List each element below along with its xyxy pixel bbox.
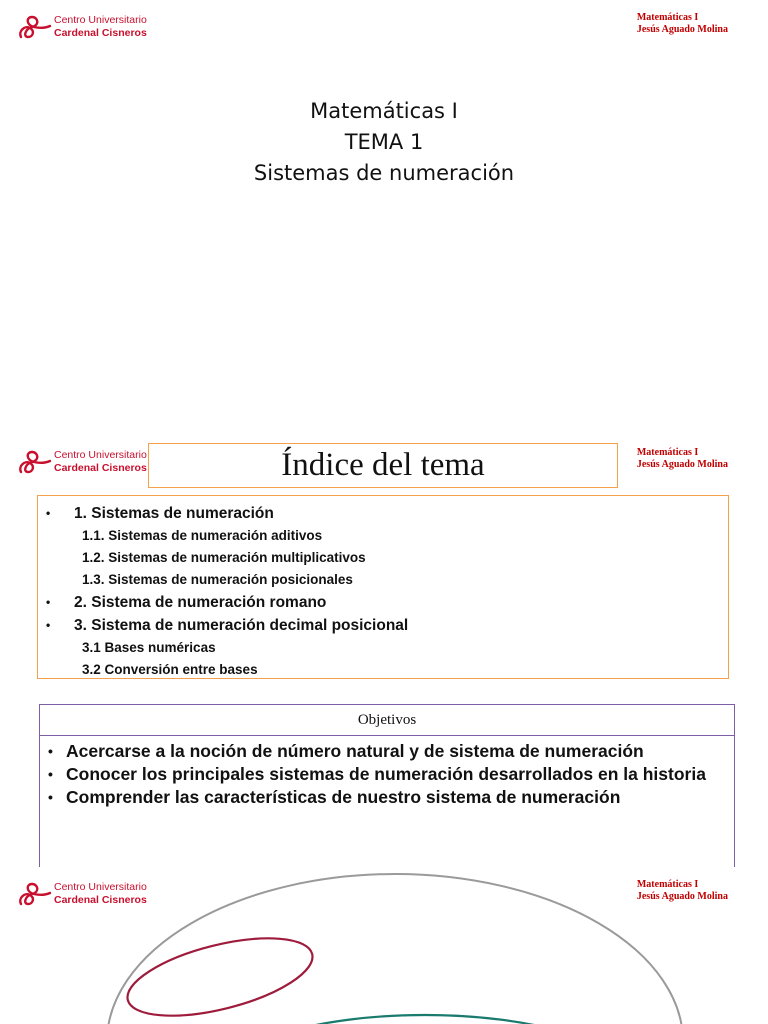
author-block bbox=[637, 447, 728, 471]
objectives-list bbox=[39, 736, 735, 867]
index-item bbox=[44, 614, 728, 637]
index-subitem bbox=[44, 547, 728, 569]
logo-knot-icon bbox=[18, 878, 52, 910]
objective-item bbox=[44, 763, 734, 786]
course-name: Matemáticas I bbox=[636, 12, 699, 23]
author-name: Jesús Aguado Molina bbox=[636, 24, 728, 35]
logo-text-line2: Cardenal Cisneros bbox=[54, 27, 147, 39]
index-subitem bbox=[44, 659, 728, 681]
logo bbox=[18, 446, 158, 480]
logo-text-line2: Cardenal Cisneros bbox=[54, 894, 147, 906]
course-name: Matemáticas I bbox=[636, 447, 699, 458]
objective-item bbox=[44, 786, 734, 809]
slide-index bbox=[0, 435, 768, 867]
logo bbox=[18, 11, 158, 45]
bullet-icon: • bbox=[48, 766, 53, 782]
slide-title bbox=[0, 0, 768, 435]
venn-red-ellipse bbox=[120, 923, 320, 1024]
course-name: Matemáticas I bbox=[636, 879, 699, 890]
index-item-text: 1. Sistemas de numeración bbox=[74, 505, 274, 522]
author-block bbox=[637, 12, 728, 36]
bullet-icon: • bbox=[48, 743, 53, 759]
index-title: Índice del tema bbox=[148, 443, 618, 488]
index-item bbox=[44, 591, 728, 614]
bullet-icon: • bbox=[46, 618, 51, 632]
index-item bbox=[44, 502, 728, 525]
index-subitem-text: 1.1. Sistemas de numeración aditivos bbox=[82, 528, 323, 543]
index-item-text: 3. Sistema de numeración decimal posicional bbox=[74, 617, 409, 634]
index-subitem-text: 3.1 Bases numéricas bbox=[82, 640, 216, 655]
venn-teal-ellipse bbox=[225, 1015, 625, 1024]
index-subitem-text: 3.2 Conversión entre bases bbox=[82, 662, 258, 677]
logo-text-line1: Centro Universitario bbox=[54, 881, 147, 893]
index-subitem bbox=[44, 525, 728, 547]
bullet-icon: • bbox=[46, 595, 51, 609]
index-subitem bbox=[44, 637, 728, 659]
logo-knot-icon bbox=[18, 446, 52, 478]
title-line2: TEMA 1 bbox=[344, 130, 424, 154]
objective-text: Comprender las características de nuestro sistema de numeración bbox=[66, 787, 621, 807]
objective-item bbox=[44, 740, 734, 763]
venn-outer-ellipse bbox=[107, 874, 683, 1024]
logo-text-line2: Cardenal Cisneros bbox=[54, 462, 147, 474]
logo bbox=[18, 878, 158, 912]
objective-text: Conocer los principales sistemas de numeración desarrollados en la historia bbox=[66, 764, 706, 784]
author-block bbox=[637, 879, 728, 903]
index-subitem bbox=[44, 569, 728, 591]
index-subitem-text: 1.3. Sistemas de numeración posicionales bbox=[82, 572, 353, 587]
title-line1: Matemáticas I bbox=[310, 99, 458, 123]
author-name: Jesús Aguado Molina bbox=[636, 891, 728, 902]
presentation-title bbox=[0, 96, 768, 189]
bullet-icon: • bbox=[46, 506, 51, 520]
logo-text-line1: Centro Universitario bbox=[54, 14, 147, 26]
index-item-text: 2. Sistema de numeración romano bbox=[74, 594, 327, 611]
logo-text-line1: Centro Universitario bbox=[54, 449, 147, 461]
slide-venn bbox=[0, 867, 768, 1024]
logo-knot-icon bbox=[18, 11, 52, 43]
index-list bbox=[37, 495, 729, 679]
bullet-icon: • bbox=[48, 789, 53, 805]
objective-text: Acercarse a la noción de número natural y de sistema de numeración bbox=[66, 741, 644, 761]
author-name: Jesús Aguado Molina bbox=[636, 459, 728, 470]
title-line3: Sistemas de numeración bbox=[253, 161, 515, 185]
objectives-title: Objetivos bbox=[39, 704, 735, 736]
index-subitem-text: 1.2. Sistemas de numeración multiplicativos bbox=[82, 550, 366, 565]
